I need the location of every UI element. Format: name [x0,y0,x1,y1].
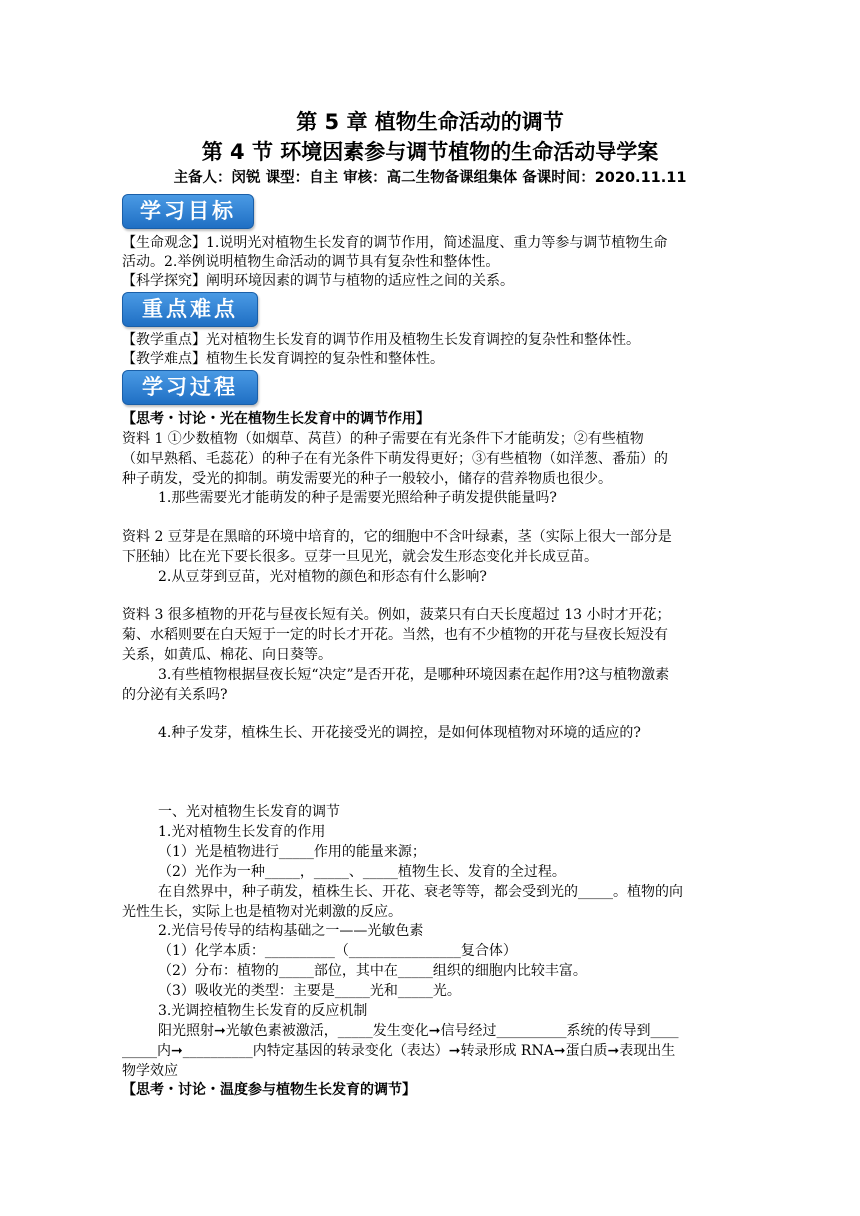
question-1: 1.那些需要光才能萌发的种子是需要光照给种子萌发提供能量吗? [158,490,557,506]
discussion-heading-temperature: 【思考・讨论・温度参与植物生长发育的调节】 [122,1082,416,1098]
material-3-line-2: 菊、水稻则要在白天短于一定的时长才开花。当然，也有不少植物的开花与昼夜长短没有 [122,627,668,643]
material-2-line-2: 下胚轴）比在光下要长很多。豆芽一旦见光，就会发生形态变化并长成豆苗。 [122,549,598,565]
discussion-heading-light: 【思考・讨论・光在植物生长发育中的调节作用】 [122,411,430,427]
part-1-heading: 一、光对植物生长发育的调节 [158,804,340,820]
chapter-title: 第 5 章 植物生命活动的调节 [296,110,564,134]
key-points-label: 重点难点 [122,292,258,327]
material-1-line-2: （如早熟稻、毛蕊花）的种子在有光条件下萌发得更好；③有些植物（如洋葱、番茄）的 [122,451,668,467]
teaching-focus: 【教学重点】光对植物生长发育的调节作用及植物生长发育调控的复杂性和整体性。 [122,332,640,348]
item-2-2: （2）分布：植物的_____部位，其中在_____组织的细胞内比较丰富。 [158,963,587,979]
item-1-2: （2）光作为一种_____，_____、_____植物生长、发育的全过程。 [158,864,566,880]
goal-line-1: 【生命观念】1.说明光对植物生长发育的调节作用，简述温度、重力等参与调节植物生命 [122,235,668,251]
material-1-line-1: 资料 1 ①少数植物（如烟草、莴苣）的种子需要在有光条件下才能萌发；②有些植物 [122,431,644,447]
material-2-line-1: 资料 2 豆芽是在黑暗的环境中培育的，它的细胞中不含叶绿素，茎（实际上很大一部分是 [122,529,672,545]
question-4: 4.种子发芽，植株生长、开花接受光的调控，是如何体现植物对环境的适应的? [158,725,641,741]
item-1-1: （1）光是植物进行_____作用的能量来源； [158,844,426,860]
mechanism-line-1: 阳光照射➞光敏色素被激活，_____发生变化➞信号经过__________系统的传导到____ [158,1023,679,1039]
question-3-line-2: 的分泌有关系吗? [122,687,228,703]
material-1-line-3: 种子萌发，受光的抑制。萌发需要光的种子一般较小，储存的营养物质也很少。 [122,471,612,487]
section-title: 第 4 节 环境因素参与调节植物的生命活动导学案 [201,140,659,164]
material-3-line-3: 关系，如黄瓜、棉花、向日葵等。 [122,647,332,663]
item-2-3: （3）吸收光的类型：主要是_____光和_____光。 [158,983,461,999]
mechanism-line-3: 物学效应 [122,1063,178,1079]
learning-process-label: 学习过程 [122,370,258,405]
goal-line-3: 【科学探究】阐明环境因素的调节与植物的适应性之间的关系。 [122,273,514,289]
item-3-heading: 3.光调控植物生长发育的反应机制 [158,1003,368,1019]
question-2: 2.从豆芽到豆苗，光对植物的颜色和形态有什么影响? [158,569,487,585]
item-2-1: （1）化学本质：__________（________________复合体） [158,943,517,959]
item-1-heading: 1.光对植物生长发育的作用 [158,824,326,840]
item-1-paragraph-line-2: 光性生长，实际上也是植物对光刺激的反应。 [122,904,402,920]
learning-goals-label: 学习目标 [122,194,254,229]
item-1-paragraph-line-1: 在自然界中，种子萌发，植株生长、开花、衰老等等，都会受到光的_____。植物的向 [158,884,683,900]
question-3-line-1: 3.有些植物根据昼夜长短“决定”是否开花，是哪种环境因素在起作用?这与植物激素 [158,667,670,683]
mechanism-line-2: _____内➞__________内特定基因的转录变化（表达）➞转录形成 RNA➞蛋白质➞表现出生 [122,1043,676,1059]
goal-line-2: 活动。2.举例说明植物生命活动的调节具有复杂性和整体性。 [122,254,500,270]
preparation-info: 主备人：闵锐 课型：自主 审核：高二生物备课组集体 备课时间：2020.11.11 [173,170,687,186]
teaching-difficulty: 【教学难点】植物生长发育调控的复杂性和整体性。 [122,351,444,367]
material-3-line-1: 资料 3 很多植物的开花与昼夜长短有关。例如，菠菜只有白天长度超过 13 小时才开花； [122,607,671,623]
item-2-heading: 2.光信号传导的结构基础之一——光敏色素 [158,923,424,939]
